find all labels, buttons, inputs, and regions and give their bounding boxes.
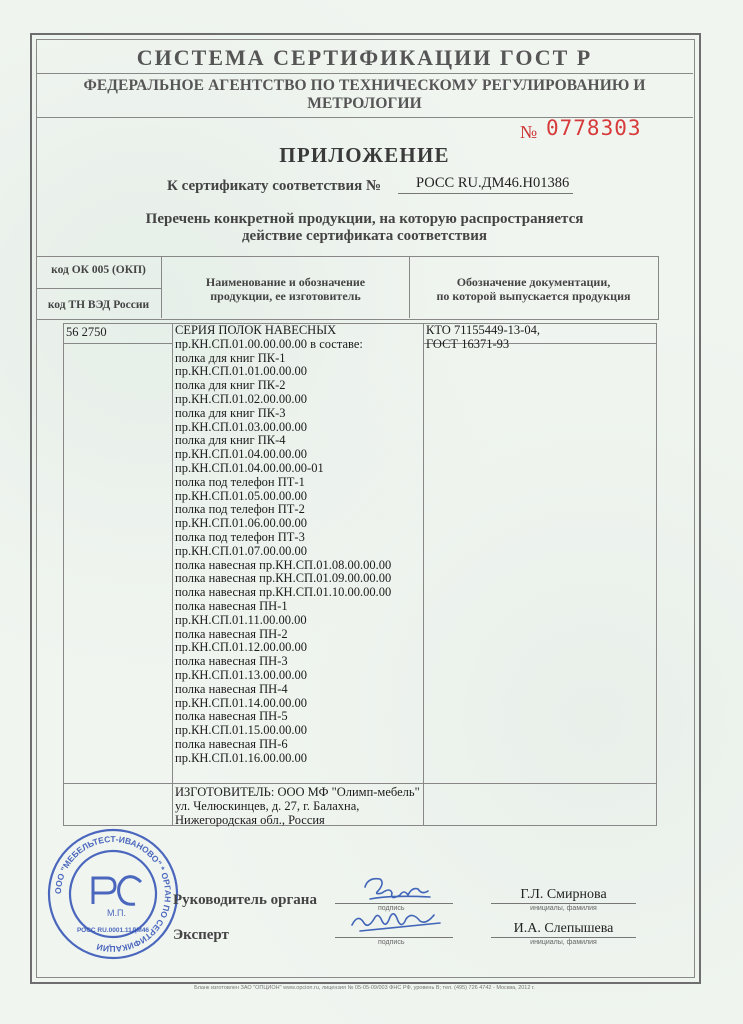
- product-line: пр.КН.СП.01.12.00.00.00: [175, 640, 308, 655]
- stamp-ring-text: ООО "МЕБЕЛЬТЕСТ-ИВАНОВО" * ОРГАН ПО СЕРТИФИКАЦИИ: [52, 833, 174, 955]
- product-line: пр.КН.СП.01.03.00.00.00: [175, 419, 308, 434]
- product-line: полка под телефон ПТ-1: [175, 474, 305, 489]
- head-signature-caption: подпись: [378, 905, 405, 912]
- product-line: полка для книг ПК-4: [175, 433, 286, 448]
- table-code-row-line: [63, 343, 173, 344]
- manufacturer-line: ИЗГОТОВИТЕЛЬ: ООО МФ "Олимп-мебель": [175, 785, 420, 799]
- expert-signature-line: [335, 937, 453, 938]
- manufacturer-line: Нижегородская обл., Россия: [175, 813, 325, 827]
- product-line: пр.КН.СП.01.04.00.00.00: [175, 447, 308, 462]
- manufacturer-line: ул. Челюскинцев, д. 27, г. Балахна,: [175, 799, 360, 813]
- product-line: пр.КН.СП.01.05.00.00.00: [175, 488, 308, 503]
- expert-name-line: [491, 937, 636, 938]
- product-line: пр.КН.СП.01.11.00.00.00: [175, 612, 307, 627]
- product-line: пр.КН.СП.01.01.00.00.00: [175, 364, 308, 379]
- product-line: пр.КН.СП.01.14.00.00.00: [175, 695, 308, 710]
- list-heading-line2: действие сертификата соответствия: [241, 228, 488, 244]
- manufacturer-block: [175, 785, 420, 827]
- header-code-tn: код ТН ВЭД России: [47, 299, 150, 311]
- product-line: полка навесная ПН-1: [175, 598, 288, 613]
- header-product-name-line1: Наименование и обозначение: [205, 275, 366, 289]
- form-footer: Бланк изготовлен ЗАО "ОПЦИОН" www.opcion.ru, лицензия № 05-05-09/003 ФНС РФ, уровень В; тел. (495) 726 4742 - Москва, 2012 г.: [194, 985, 535, 991]
- product-line: полка навесная ПН-4: [175, 681, 288, 696]
- head-name-line: [491, 903, 636, 904]
- appendix-title: ПРИЛОЖЕНИЕ: [279, 143, 450, 167]
- product-line: полка под телефон ПТ-3: [175, 529, 305, 544]
- expert-name: И.А. Слепышева: [513, 921, 614, 936]
- expert-label: Эксперт: [173, 927, 229, 943]
- expert-name-caption: инициалы, фамилия: [530, 939, 597, 946]
- table-header-code-divider: [36, 288, 161, 289]
- product-line: пр.КН.СП.01.15.00.00.00: [175, 723, 308, 738]
- header-documentation-line2: по которой выпускается продукция: [436, 289, 631, 303]
- product-line: полка навесная ПН-5: [175, 709, 288, 724]
- documentation-line: ГОСТ 16371-93: [426, 336, 510, 351]
- product-line: пр.КН.СП.01.00.00.00.00 в составе:: [175, 336, 363, 351]
- product-line: полка для книг ПК-2: [175, 378, 286, 393]
- list-heading-line1: Перечень конкретной продукции, на которую распространяется: [145, 211, 584, 227]
- head-name: Г.Л. Смирнова: [520, 887, 607, 902]
- table-body-divider-2: [423, 323, 424, 826]
- product-line: полка навесная пр.КН.СП.01.08.00.00.00: [175, 557, 392, 572]
- product-line: полка навесная ПН-3: [175, 654, 288, 669]
- head-of-body-label: Руководитель органа: [173, 892, 317, 908]
- product-line: полка навесная ПН-2: [175, 626, 288, 641]
- agency-title: ФЕДЕРАЛЬНОЕ АГЕНТСТВО ПО ТЕХНИЧЕСКОМУ РЕГУЛИРОВАНИЮ И МЕТРОЛОГИИ: [36, 73, 693, 118]
- product-line: пр.КН.СП.01.16.00.00.00: [175, 750, 308, 765]
- product-code: 56 2750: [66, 325, 107, 339]
- certificate-label: К сертификату соответствия №: [167, 178, 382, 194]
- number-prefix: №: [520, 122, 538, 142]
- product-line: пр.КН.СП.01.02.00.00.00: [175, 391, 308, 406]
- header-product-name-line2: продукции, ее изготовитель: [210, 289, 361, 303]
- header-documentation: [410, 275, 657, 303]
- head-signature-line: [335, 903, 453, 904]
- head-name-caption: инициалы, фамилия: [530, 905, 597, 912]
- product-line: пр.КН.СП.01.06.00.00.00: [175, 516, 308, 531]
- product-line: полка навесная пр.КН.СП.01.09.00.00.00: [175, 571, 392, 586]
- certificate-number: РОСС RU.ДМ46.Н01386: [398, 175, 573, 194]
- product-line: полка для книг ПК-1: [175, 350, 286, 365]
- list-heading: [36, 211, 693, 245]
- product-line: СЕРИЯ ПОЛОК НАВЕСНЫХ: [175, 323, 337, 337]
- documentation-list: [426, 324, 654, 352]
- form-number: 0778303: [546, 116, 642, 140]
- product-line: полка навесная ПН-6: [175, 736, 288, 751]
- table-maker-row-line: [63, 783, 657, 784]
- stamp-seal-mark: М.П.: [107, 908, 126, 918]
- table-body-divider-1: [172, 323, 173, 826]
- header-product-name: [162, 275, 409, 303]
- certification-stamp-icon: [45, 826, 181, 962]
- product-line: пр.КН.СП.01.07.00.00.00: [175, 543, 308, 558]
- product-line: пр.КН.СП.01.13.00.00.00: [175, 667, 308, 682]
- product-line: пр.КН.СП.01.04.00.00.00-01: [175, 460, 324, 475]
- stamp-code: РОСС RU.0001.11ДМ46: [76, 927, 150, 934]
- documentation-line: КТО 71155449-13-04,: [426, 323, 540, 337]
- product-line: полка для книг ПК-3: [175, 405, 286, 420]
- expert-signature-caption: подпись: [378, 939, 405, 946]
- header-code-ok: код ОК 005 (ОКП): [51, 264, 146, 276]
- header-documentation-line1: Обозначение документации,: [456, 275, 611, 289]
- product-line: полка под телефон ПТ-2: [175, 502, 305, 517]
- product-list: [175, 324, 420, 766]
- system-title: СИСТЕМА СЕРТИФИКАЦИИ ГОСТ Р: [136, 45, 593, 70]
- product-line: полка навесная пр.КН.СП.01.10.00.00.00: [175, 585, 392, 600]
